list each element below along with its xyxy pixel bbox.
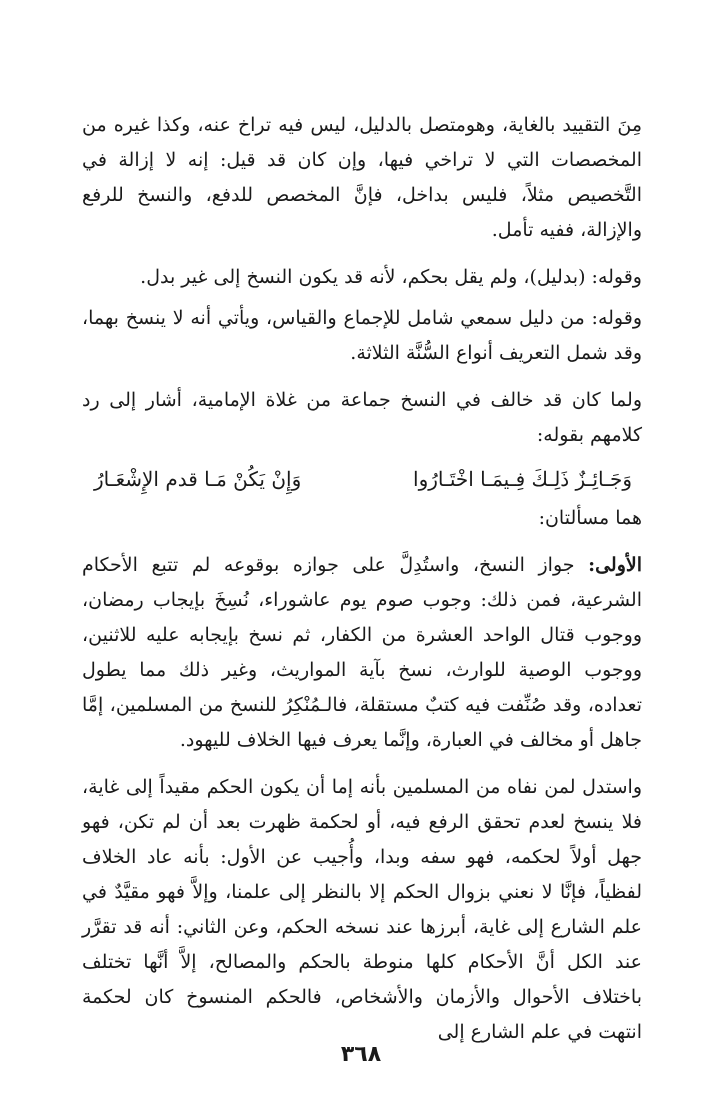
verse-first-hemistich: وَجَـائِـزٌ ذَلِـكَ فِـيمَـا اخْتَـارُوا — [413, 467, 632, 491]
paragraph-5: هما مسألتان: — [538, 507, 642, 529]
page-number: ٣٦٨ — [340, 1042, 382, 1067]
paragraph-2: وقوله: (بدليل)، ولم يقل بحكم، لأنه قد يكون النسخ إلى غير بدل. — [140, 266, 642, 288]
paragraph-6 — [82, 548, 642, 758]
paragraph-6-text: جواز النسخ، واستُدِلَّ على جوازه بوقوعه لم تتبع الأحكام الشرعية، فمن ذلك: وجوب صوم يوم عاشوراء، نُسِخَ بإيجاب رمضان، ووجوب قتال الواحد العشرة من الكفار، ثم نسخ بإيجابه عليه للاثنين، ووجوب الوصية للوارث، نسخ بآية المواريث، وغير ذلك مما يطول تعداده، وقد صُنِّفت فيه كتبٌ مستقلة، فالـمُنْكِرُ للنسخ من المسلمين، إمَّا جاهل أو مخالف في العبارة، وإنَّما يعرف فيها الخلاف لليهود. — [82, 554, 642, 751]
paragraph-4: ولما كان قد خالف في النسخ جماعة من غلاة الإمامية، أشار إلى رد كلامهم بقوله: — [82, 389, 642, 446]
paragraph-6-lead: الأولى: — [588, 554, 642, 576]
paragraph-1: مِنَ التقييد بالغاية، وهومتصل بالدليل، ليس فيه تراخ عنه، وكذا غيره من المخصصات التي لا تراخي فيها، وإن كان قد قيل: إنه لا إزالة في التَّخصيص مثلاً، فليس بداخل، فإنَّ المخصص للدفع، والنسخ للرفع والإزالة، ففيه تأمل. — [82, 114, 642, 241]
page-body — [82, 108, 642, 1062]
paragraph-7: واستدل لمن نفاه من المسلمين بأنه إما أن يكون الحكم مقيداً إلى غاية، فلا ينسخ لعدم تحقق الرفع فيه، أو لحكمة ظهرت بعد أن لم تكن، فهو جهل أولاً لحكمه، فهو سفه وبدا، وأُجيب عن الأول: بأنه عاد الخلاف لفظياً، فإنَّا لا نعني بزوال الحكم إلا بالنظر إلى علمنا، وإلاَّ فهو مقيَّدٌ في علم الشارع إلى غاية، أبرزها عند نسخه الحكم، وعن الثاني: أنه قد تقرَّر عند الكل أنَّ الأحكام كلها منوطة بالحكم والمصالح، إلاَّ أنَّها تختلف باختلاف الأحوال والأزمان والأشخاص، فالحكم المنسوخ كان لحكمة انتهت في علم الشارع إلى — [82, 776, 642, 1043]
verse-second-hemistich: وَإِنْ يَكُنْ مَـا قدم الإِشْعَـارُ — [94, 467, 302, 491]
paragraph-3: وقوله: من دليل سمعي شامل للإجماع والقياس، ويأتي أنه لا ينسخ بهما، وقد شمل التعريف أنواع السُّنَّة الثلاثة. — [82, 307, 642, 364]
verse-line — [82, 459, 642, 499]
